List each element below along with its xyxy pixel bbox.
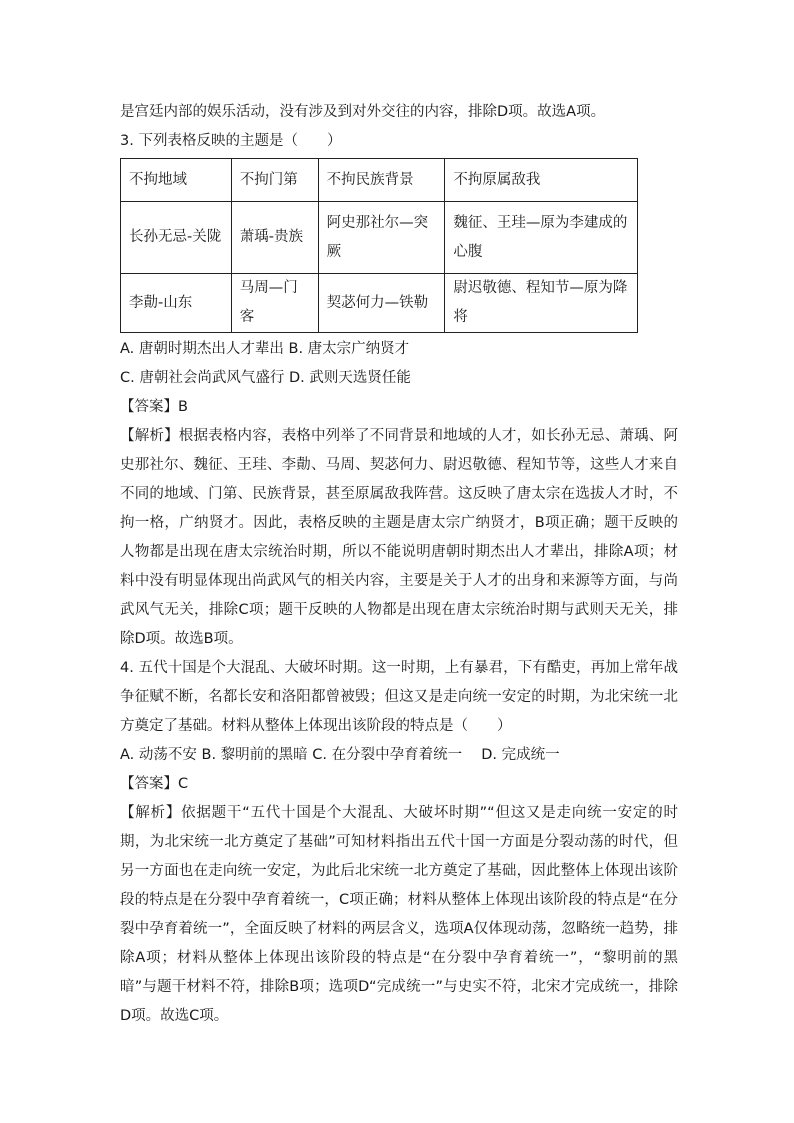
table-cell: 魏征、王珪—原为李建成的心腹: [445, 202, 638, 274]
table-row: [121, 274, 638, 333]
q4-analysis: 【解析】依据题干“五代十国是个大混乱、大破坏时期”“但这又是走向统一安定的时期，为北宋统一北方奠定了基础”可知材料指出五代十国一方面是分裂动荡的时代，但另一方面也在走向统一安定，为此后北宋统一北方奠定了基础，因此整体上体现出该阶段的特点是在分裂中孕育着统一，C项正确；材料从整体上体现出该阶段的特点是“在分裂中孕育着统一”，全面反映了材料的两层含义，选项A仅体现动荡，忽略统一趋势，排除A项；材料从整体上体现出该阶段的特点是“在分裂中孕育着统一”，“黎明前的黑暗”与题干材料不符，排除B项；选项D“完成统一”与史实不符，北宋才完成统一，排除D项。故选C项。: [120, 805, 678, 1024]
q4-stem: 4. 五代十国是个大混乱、大破坏时期。这一时期，上有暴君，下有酷吏，再加上常年战争征赋不断，名都长安和洛阳都曾被毁；但这又是走向统一安定的时期，为北宋统一北方奠定了基础。材料从整体上体现出该阶段的特点是（ ）: [120, 660, 678, 734]
table-header-row: [121, 159, 638, 202]
q3-answer: 【答案】B: [120, 399, 188, 415]
q3-analysis: 【解析】根据表格内容，表格中列举了不同背景和地域的人才，如长孙无忌、萧瑀、阿史那社尔、魏征、王珪、李勣、马周、契苾何力、尉迟敬德、程知节等，这些人才来自不同的地域、门第、民族背景，甚至原属敌我阵营。这反映了唐太宗在选拔人才时，不拘一格，广纳贤才。因此，表格反映的主题是唐太宗广纳贤才，B项正确；题干反映的人物都是出现在唐太宗统治时期，所以不能说明唐朝时期杰出人才辈出，排除A项；材料中没有明显体现出尚武风气的相关内容，主要是关于人才的出身和来源等方面，与尚武风气无关，排除C项；题干反映的人物都是出现在唐太宗统治时期与武则天无关，排除D项。故选B项。: [120, 428, 678, 647]
q4-answer: 【答案】C: [120, 776, 189, 792]
table-header-cell: 不拘地域: [121, 159, 232, 202]
table-row: [121, 202, 638, 274]
table-header-cell: 不拘门第: [231, 159, 318, 202]
q3-options-line2: C. 唐朝社会尚武风气盛行 D. 武则天选贤任能: [120, 370, 411, 386]
table-cell: 李勣-山东: [121, 274, 232, 333]
table-cell: 阿史那社尔—突厥: [318, 202, 445, 274]
table-header-cell: 不拘原属敌我: [445, 159, 638, 202]
q3-stem: 3. 下列表格反映的主题是（ ）: [120, 133, 342, 149]
q3-table: [120, 158, 638, 333]
intro-line: 是宫廷内部的娱乐活动，没有涉及到对外交往的内容，排除D项。故选A项。: [120, 104, 606, 120]
q4-options-line: A. 动荡不安 B. 黎明前的黑暗 C. 在分裂中孕育着统一 D. 完成统一: [120, 747, 560, 763]
table-cell: 长孙无忌-关陇: [121, 202, 232, 274]
table-cell: 马周—门客: [231, 274, 318, 333]
table-cell: 尉迟敬德、程知节—原为降将: [445, 274, 638, 333]
document-content: [120, 98, 678, 1031]
table-cell: 契苾何力—铁勒: [318, 274, 445, 333]
q3-options-line1: A. 唐朝时期杰出人才辈出 B. 唐太宗广纳贤才: [120, 341, 410, 357]
table-cell: 萧瑀-贵族: [231, 202, 318, 274]
table-header-cell: 不拘民族背景: [318, 159, 445, 202]
